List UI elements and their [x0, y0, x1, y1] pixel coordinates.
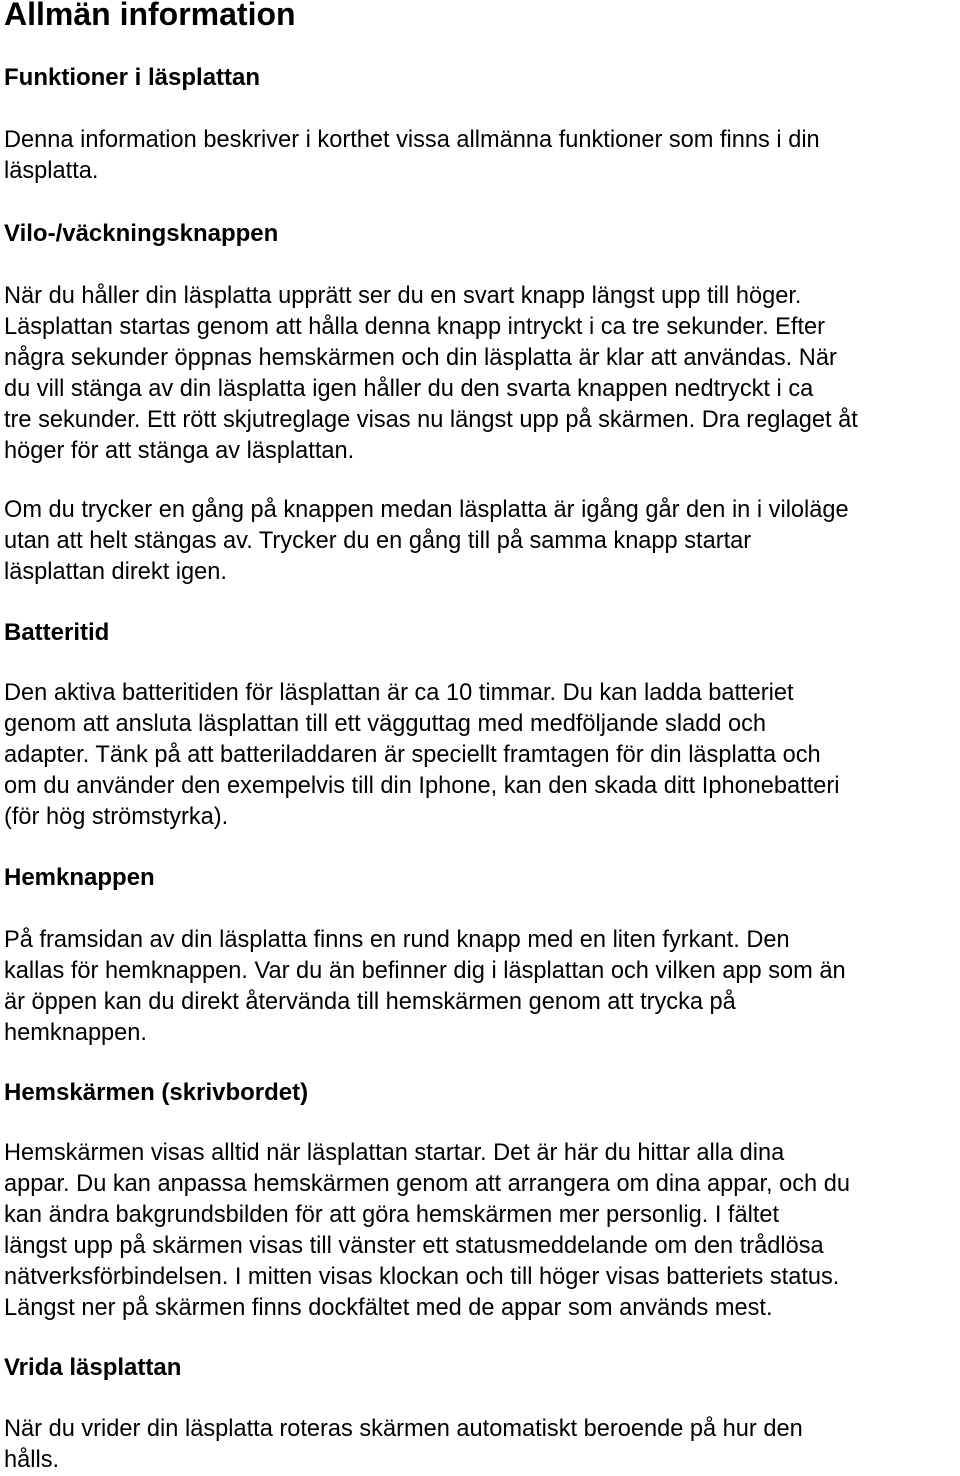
text-line: Läsplattan startas genom att hålla denna knapp intryckt i ca tre sekunder. Efter — [4, 314, 826, 340]
text-line: Längst ner på skärmen finns dockfältet med de appar som används mest. — [4, 1295, 773, 1321]
paragraph-vrida — [4, 1414, 960, 1476]
text-line: nätverksförbindelsen. I mitten visas klockan och till höger visas batteriets status. — [4, 1264, 840, 1290]
paragraph-vilo-1 — [4, 281, 960, 467]
text-line: är öppen kan du direkt återvända till hemskärmen genom att trycka på — [4, 989, 736, 1015]
section-heading-vrida: Vrida läsplattan — [4, 1354, 182, 1381]
page-title: Allmän information — [4, 0, 296, 32]
text-line: läsplattan direkt igen. — [4, 559, 227, 585]
section-heading-hemskarmen: Hemskärmen (skrivbordet) — [4, 1079, 309, 1106]
text-line: läsplatta. — [4, 158, 99, 184]
text-line: utan att helt stängas av. Trycker du en gång till på samma knapp startar — [4, 528, 752, 554]
section-heading-vilo: Vilo-/väckningsknappen — [4, 220, 279, 247]
text-line: Denna information beskriver i korthet vissa allmänna funktioner som finns i din — [4, 127, 820, 153]
text-line: genom att ansluta läsplattan till ett vägguttag med medföljande sladd och — [4, 711, 767, 737]
text-line: hålls. — [4, 1447, 60, 1473]
text-line: På framsidan av din läsplatta finns en rund knapp med en liten fyrkant. Den — [4, 927, 790, 953]
text-line: längst upp på skärmen visas till vänster ett statusmeddelande om den trådlösa — [4, 1233, 824, 1259]
section-heading-hemknappen: Hemknappen — [4, 864, 155, 891]
text-line: Den aktiva batteritiden för läsplattan är ca 10 timmar. Du kan ladda batteriet — [4, 680, 794, 706]
text-line: du vill stänga av din läsplatta igen håller du den svarta knappen nedtryckt i ca — [4, 376, 814, 402]
text-line: När du vrider din läsplatta roteras skärmen automatiskt beroende på hur den — [4, 1416, 803, 1442]
paragraph-hemknappen — [4, 925, 960, 1049]
text-line: appar. Du kan anpassa hemskärmen genom att arrangera om dina appar, och du — [4, 1171, 850, 1197]
section-heading-batteritid: Batteritid — [4, 619, 110, 646]
paragraph-batteritid — [4, 678, 960, 833]
text-line: adapter. Tänk på att batteriladdaren är speciellt framtagen för din läsplatta och — [4, 742, 821, 768]
text-line: kallas för hemknappen. Var du än befinner dig i läsplattan och vilken app som än — [4, 958, 846, 984]
text-line: höger för att stänga av läsplattan. — [4, 438, 355, 464]
text-line: Om du trycker en gång på knappen medan läsplatta är igång går den in i viloläge — [4, 497, 849, 523]
section-heading-funktioner: Funktioner i läsplattan — [4, 64, 261, 91]
text-line: (för hög strömstyrka). — [4, 804, 229, 830]
paragraph-vilo-2 — [4, 495, 960, 588]
text-line: tre sekunder. Ett rött skjutreglage visas nu längst upp på skärmen. Dra reglaget åt — [4, 407, 858, 433]
text-line: kan ändra bakgrundsbilden för att göra hemskärmen mer personlig. I fältet — [4, 1202, 780, 1228]
paragraph-hemskarmen — [4, 1138, 960, 1324]
text-line: När du håller din läsplatta upprätt ser du en svart knapp längst upp till höger. — [4, 283, 802, 309]
text-line: några sekunder öppnas hemskärmen och din läsplatta är klar att användas. När — [4, 345, 837, 371]
text-line: hemknappen. — [4, 1020, 147, 1046]
text-line: om du använder den exempelvis till din Iphone, kan den skada ditt Iphonebatteri — [4, 773, 840, 799]
text-line: Hemskärmen visas alltid när läsplattan startar. Det är här du hittar alla dina — [4, 1140, 785, 1166]
paragraph-funktioner — [4, 125, 960, 187]
